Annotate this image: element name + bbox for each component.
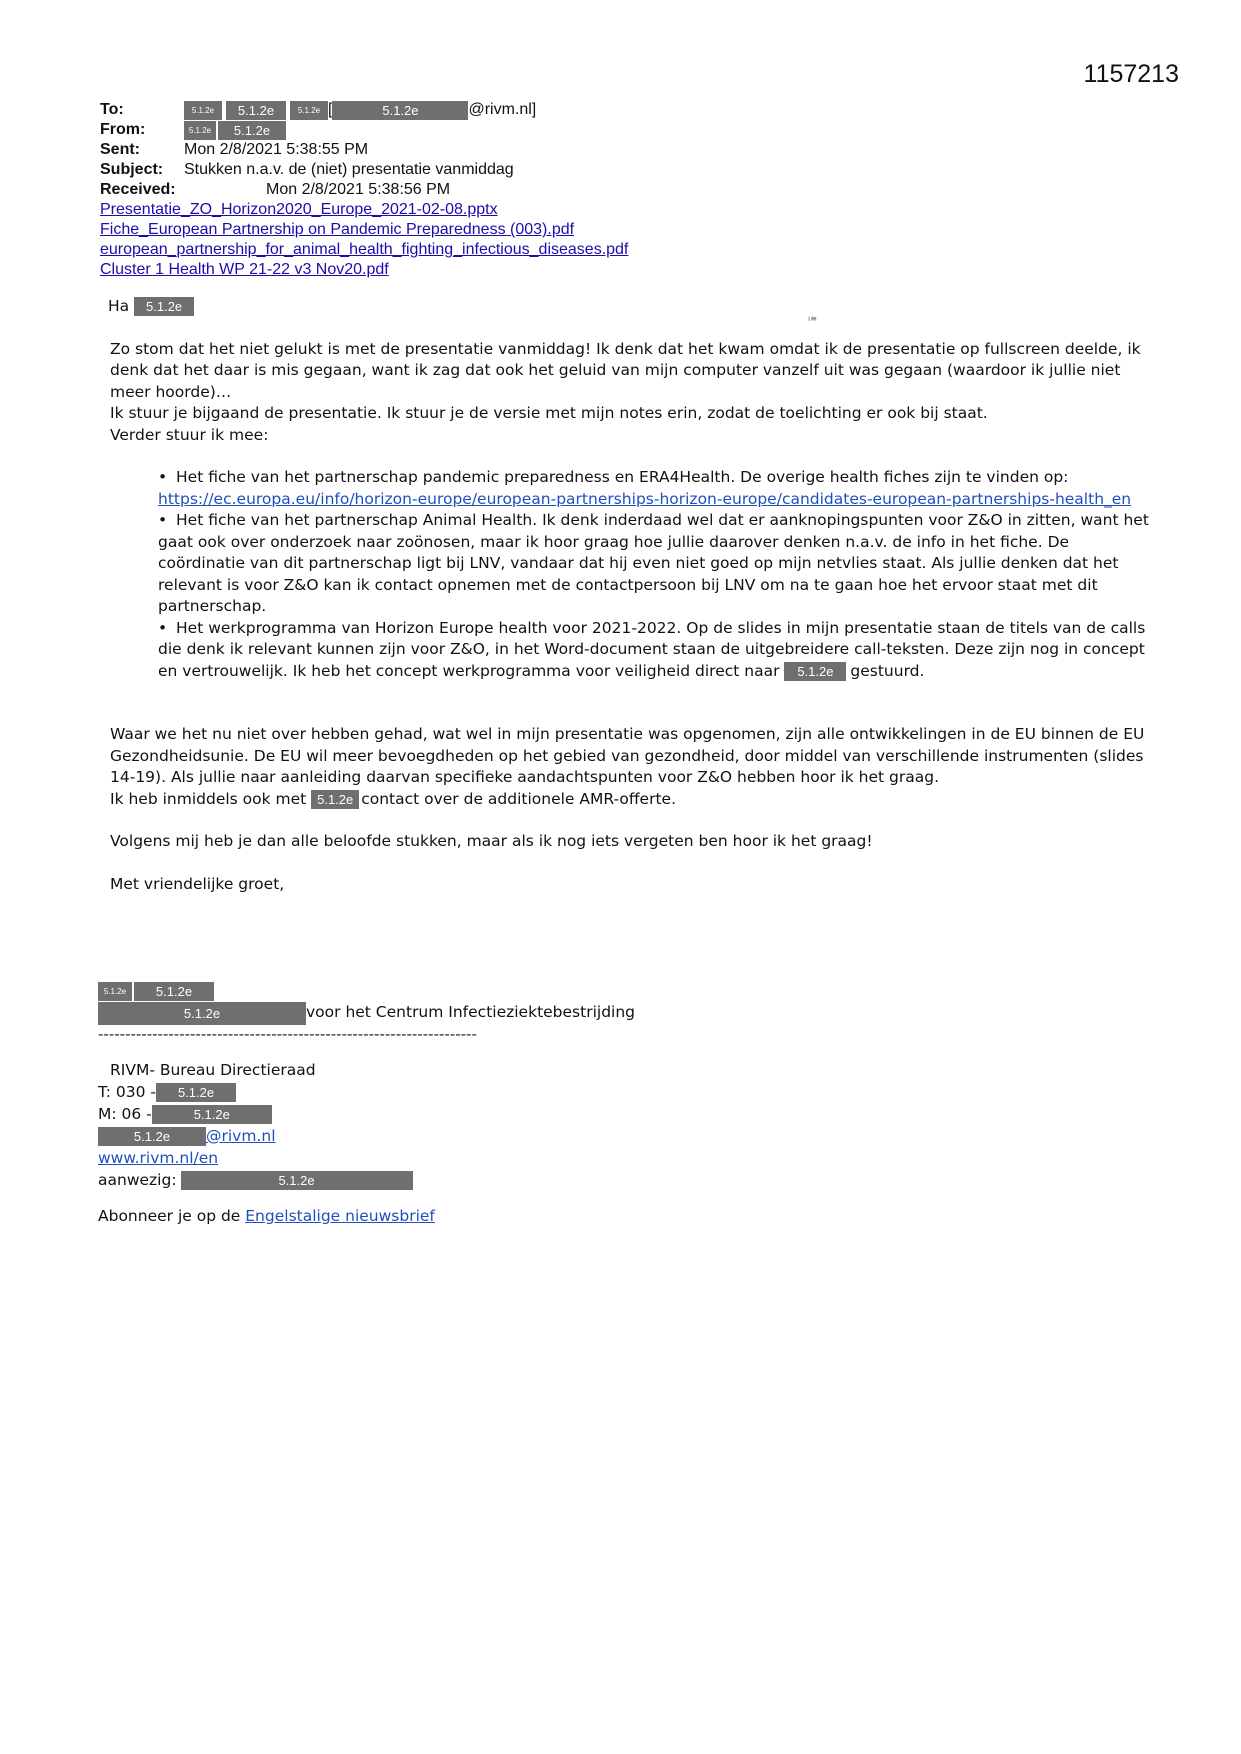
signature-divider: ---------------------------------------------------------------------- — [98, 1025, 477, 1043]
attachment-link-pandemic-fiche[interactable]: Fiche_European Partnership on Pandemic Preparedness (003).pdf — [100, 221, 575, 238]
sent-value: Mon 2/8/2021 5:38:55 PM — [184, 141, 369, 158]
list-item: • Het fiche van het partnerschap Animal Health. Ik denk inderdaad wel dat er aanknopingspunten voor Z&O in zitten, want het gaat ook over onderzoek naar zoönosen, maar ik hoor graag hoe jullie daarover denken n.a.v. de info in het fiche. De coördinatie van dit partnerschap ligt bij LNV, vandaar dat hij even niet goed op mijn netvlies staat. Als jullie denken dat het relevant is voor Z&O kan ik contact opnemen met de contactpersoon bij LNV om na te gaan hoe het ervoor staat met dit partnerschap. — [158, 511, 1149, 615]
redaction-box: 5.1.2e — [181, 1171, 413, 1190]
body-paragraph: Verder stuur ik mee: — [110, 425, 269, 444]
signature-block — [98, 980, 635, 1228]
received-value: Mon 2/8/2021 5:38:56 PM — [266, 181, 451, 198]
subject-value: Stukken n.a.v. de (niet) presentatie vanmiddag — [184, 161, 514, 178]
list-item: • Het fiche van het partnerschap pandemic preparedness en ERA4Health. De overige health fiches zijn te vinden op: https://ec.europa.eu/info/horizon-europe/european-partnerships-horizon-europe/candidates-european-partnerships-health_en — [158, 468, 1132, 508]
sent-label: Sent: — [100, 141, 140, 158]
redaction-box: 5.1.2e — [290, 101, 328, 120]
redaction-box: 5.1.2e — [152, 1105, 272, 1124]
present-label: aanwezig: — [98, 1170, 177, 1189]
subscribe-text: Abonneer je op de — [98, 1206, 246, 1225]
document-number: 1157213 — [1083, 60, 1179, 88]
received-label: Received: — [100, 181, 176, 198]
received-row — [100, 180, 628, 200]
redaction-box: 5.1.2e — [332, 101, 468, 120]
body-paragraph: Zo stom dat het niet gelukt is met de presentatie vanmiddag! Ik denk dat het kwam omdat ik de presentatie op fullscreen deelde, ik denk dat het daar is mis gegaan, want ik zag dat ook het geluid van mijn computer vanzelf uit was gegaan (waardoor ik jullie niet meer hoorde)… — [110, 339, 1141, 401]
body-paragraph: Waar we het nu niet over hebben gehad, wat wel in mijn presentatie was opgenomen, zijn alle ontwikkelingen in de EU binnen de EU Gezondheidsunie. De EU wil meer bevoegdheden op het gebied van gezondheid, door middel van verschillende instrumenten (slides 14-19). Als jullie naar aanleiding daarvan specifieke aandachtspunten voor Z&O hebben hoor ik het graag. — [110, 725, 1145, 786]
health-fiches-link[interactable]: https://ec.europa.eu/info/horizon-europe/european-partnerships-horizon-europe/candidates-european-partnerships-health_en — [158, 489, 1132, 508]
email-body — [110, 296, 1150, 895]
newsletter-link[interactable]: Engelstalige nieuwsbrief — [245, 1206, 435, 1225]
redaction-box: 5.1.2e — [784, 662, 846, 681]
redaction-box: 5.1.2e — [218, 121, 286, 140]
body-paragraph: Volgens mij heb je dan alle beloofde stukken, maar als ik nog iets vergeten ben hoor ik het graag! — [110, 832, 873, 850]
email-link[interactable]: @rivm.nl — [206, 1126, 276, 1145]
subject-label: Subject: — [100, 161, 164, 178]
redaction-box: 5.1.2e — [184, 121, 216, 140]
redaction-box: 5.1.2e — [311, 790, 359, 809]
redaction-box: 5.1.2e — [134, 982, 214, 1001]
website-link[interactable]: www.rivm.nl/en — [98, 1148, 219, 1167]
body-paragraph: Ik heb inmiddels ook met 5.1.2e contact over de additionele AMR-offerte. — [110, 789, 677, 808]
greeting-line: Ha 5.1.2e — [108, 296, 1150, 318]
from-label: From: — [100, 121, 146, 138]
bullet-list — [158, 467, 1150, 682]
signature-role: voor het Centrum Infectieziektebestrijding — [306, 1003, 636, 1022]
small-mark: ı≡ — [808, 314, 817, 323]
body-paragraph: Ik stuur je bijgaand de presentatie. Ik stuur je de versie met mijn notes erin, zodat de toelichting er ook bij staat. — [110, 404, 988, 422]
redaction-box: 5.1.2e — [98, 982, 132, 1001]
attachment-link-cluster-health[interactable]: Cluster 1 Health WP 21-22 v3 Nov20.pdf — [100, 261, 389, 278]
phone-label: T: 030 - — [98, 1082, 157, 1101]
attachment-link-pptx[interactable]: Presentatie_ZO_Horizon2020_Europe_2021-02-08.pptx — [100, 201, 498, 218]
subject-row — [100, 160, 628, 180]
redaction-box: 5.1.2e — [98, 1127, 206, 1146]
redaction-box: 5.1.2e — [156, 1083, 236, 1102]
redaction-box: 5.1.2e — [134, 297, 194, 316]
to-label: To: — [100, 101, 124, 118]
sent-row — [100, 140, 628, 160]
attachment-list — [100, 200, 628, 280]
to-row: To: 5.1.2e 5.1.2e 5.1.2e [ 5.1.2e @rivm.nl] — [100, 101, 537, 118]
redaction-box: 5.1.2e — [226, 101, 286, 120]
email-header — [100, 100, 628, 280]
from-row — [100, 120, 628, 140]
redaction-box: 5.1.2e — [184, 101, 222, 120]
organisation-name: RIVM- Bureau Directieraad — [110, 1060, 316, 1079]
attachment-link-animal-health[interactable]: european_partnership_for_animal_health_fighting_infectious_diseases.pdf — [100, 241, 629, 258]
closing-line: Met vriendelijke groet, — [110, 874, 285, 893]
redaction-box: 5.1.2e — [98, 1002, 306, 1025]
list-item: • Het werkprogramma van Horizon Europe health voor 2021-2022. Op de slides in mijn presentatie staan de titels van de calls die denk ik relevant kunnen zijn voor Z&O, in het Word-document staan de uitgebreidere call-teksten. Deze zijn nog in concept en vertrouwelijk. Ik heb het concept werkprogramma voor veiligheid direct naar 5.1.2e gestuurd. — [158, 618, 1146, 680]
to-email-suffix: @rivm.nl] — [468, 101, 537, 118]
mobile-label: M: 06 - — [98, 1104, 152, 1123]
